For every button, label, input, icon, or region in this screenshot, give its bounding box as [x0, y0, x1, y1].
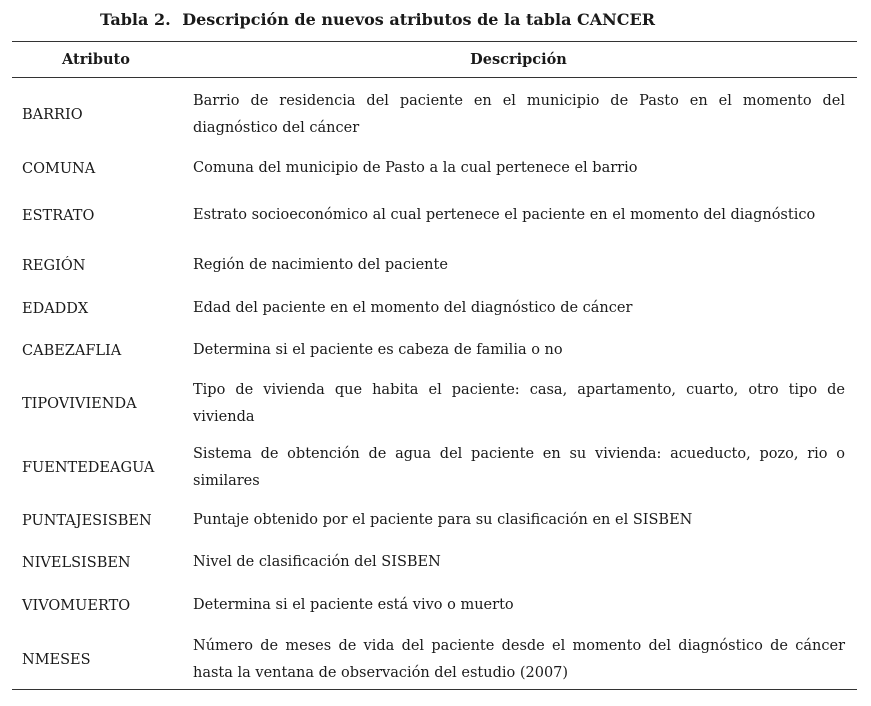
- table-row: [12, 377, 857, 431]
- row-attribute: ESTRATO: [22, 207, 95, 224]
- row-attribute: VIVOMUERTO: [22, 597, 131, 614]
- table-row: [12, 633, 857, 687]
- row-attribute: COMUNA: [22, 160, 96, 177]
- table-top-rule: [12, 41, 857, 42]
- row-attribute: FUENTEDEAGUA: [22, 460, 155, 476]
- row-description: Número de meses de vida del paciente desde el momento del diagnóstico de cáncer hasta la ventana de observación del estudio (2007): [193, 638, 845, 681]
- row-description: Determina si el paciente es cabeza de familia o no: [193, 342, 563, 358]
- row-attribute: EDADDX: [22, 300, 89, 317]
- header-description: [12, 51, 857, 68]
- table-row: [12, 88, 857, 142]
- table-row: [12, 507, 857, 534]
- table-row: [12, 549, 857, 576]
- row-attribute: PUNTAJESISBEN: [22, 512, 152, 529]
- header-description-label: Descripción: [470, 51, 567, 68]
- table-row: [12, 441, 857, 495]
- row-attribute: NIVELSISBEN: [22, 554, 131, 571]
- table-caption-label: Tabla 2.: [100, 10, 171, 29]
- table-row: [12, 295, 857, 322]
- row-description: Sistema de obtención de agua del paciente en su vivienda: acueducto, pozo, rio o similares: [193, 446, 845, 489]
- row-attribute: BARRIO: [22, 107, 83, 123]
- row-description: Región de nacimiento del paciente: [193, 257, 448, 273]
- row-description: Comuna del municipio de Pasto a la cual pertenece el barrio: [193, 160, 638, 176]
- row-description: Edad del paciente en el momento del diagnóstico de cáncer: [193, 300, 633, 316]
- table-caption-title: Descripción de nuevos atributos de la tabla CANCER: [182, 10, 655, 29]
- row-description: Nivel de clasificación del SISBEN: [193, 554, 441, 570]
- row-attribute: REGIÓN: [22, 257, 86, 274]
- row-description: Tipo de vivienda que habita el paciente: casa, apartamento, cuarto, otro tipo de vivienda: [193, 382, 845, 425]
- table-header-rule: [12, 77, 857, 78]
- row-attribute: CABEZAFLIA: [22, 342, 122, 359]
- table-row: [12, 155, 857, 182]
- row-description: Puntaje obtenido por el paciente para su clasificación en el SISBEN: [193, 512, 693, 528]
- table-row: [12, 337, 857, 364]
- row-description: Barrio de residencia del paciente en el municipio de Pasto en el momento del diagnóstico del cáncer: [193, 93, 845, 136]
- row-attribute: NMESES: [22, 652, 91, 668]
- table-row: [12, 252, 857, 279]
- row-description: Determina si el paciente está vivo o muerto: [193, 597, 514, 613]
- header-attribute: Atributo: [62, 51, 130, 68]
- table-bottom-rule: [12, 689, 857, 690]
- table-row: [12, 592, 857, 619]
- table-caption: [100, 10, 655, 29]
- table-row: [12, 202, 857, 229]
- row-description: Estrato socioeconómico al cual pertenece el paciente en el momento del diagnóstico: [193, 207, 816, 223]
- row-attribute: TIPOVIVIENDA: [22, 396, 137, 412]
